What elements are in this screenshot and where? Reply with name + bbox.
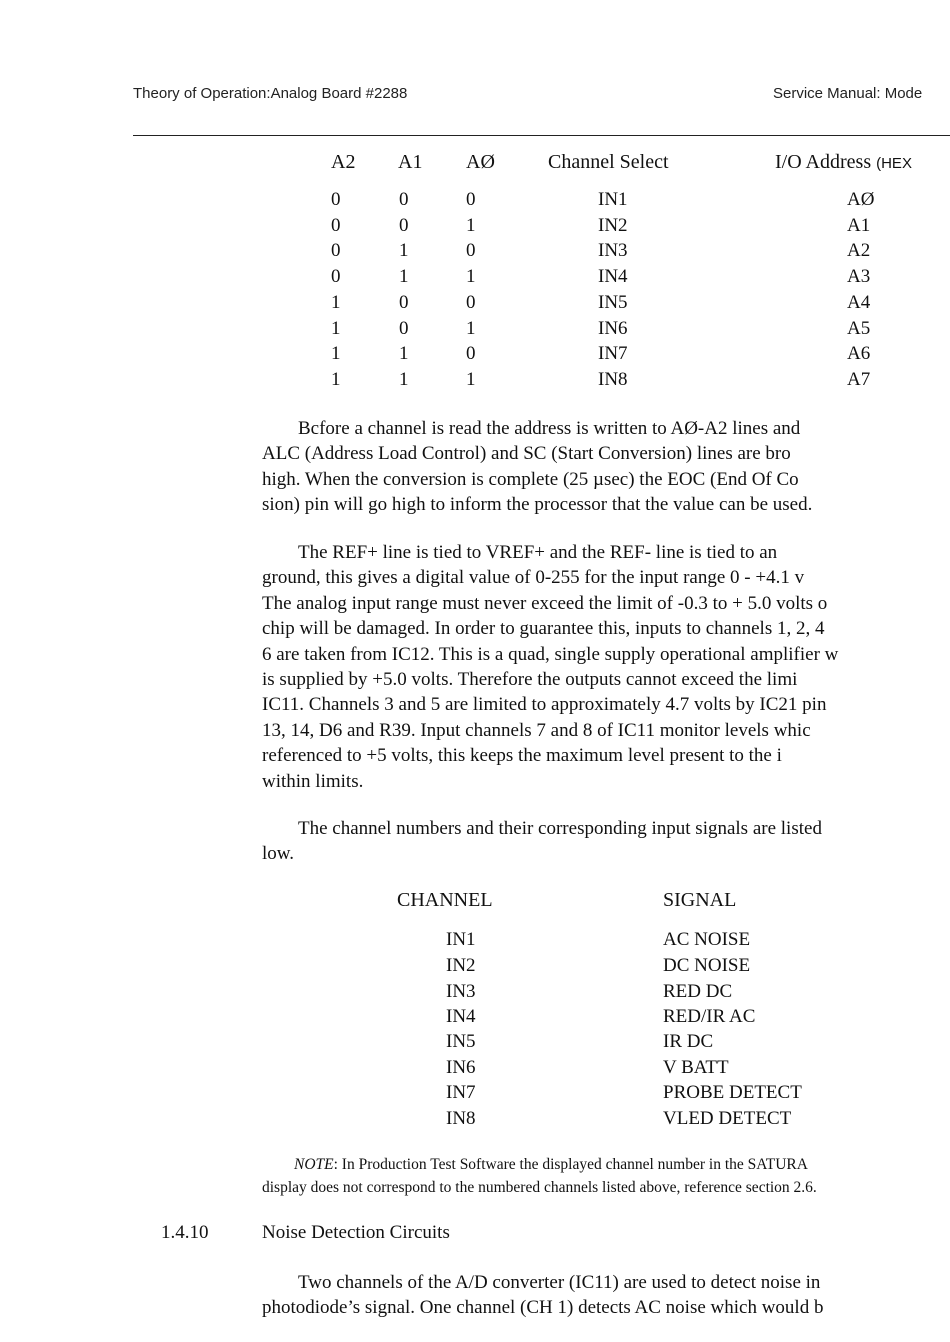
text-line: IC11. Channels 3 and 5 are limited to approximately 4.7 volts by IC21 pin — [262, 694, 827, 716]
cell-a2: 1 — [331, 369, 341, 390]
text-line: ALC (Address Load Control) and SC (Start Conversion) lines are bro — [262, 443, 791, 465]
text-line: low. — [262, 843, 295, 865]
cell-a0: 0 — [466, 292, 476, 313]
cell-channel: IN1 — [598, 189, 628, 210]
cell-io-address: A6 — [847, 343, 871, 364]
cell-signal: RED DC — [663, 981, 733, 1002]
text-line: The channel numbers and their corresponding input signals are listed — [298, 818, 822, 839]
cell-channel: IN8 — [446, 1108, 476, 1129]
cell-signal: PROBE DETECT — [663, 1082, 802, 1103]
text-line: within limits. — [262, 770, 364, 792]
paragraph-reference-lines — [262, 540, 950, 794]
col-header-channel-select: Channel Select — [548, 151, 669, 173]
note-line-2: display does not correspond to the numbered channels listed above, reference section 2.6. — [262, 1179, 817, 1196]
paragraph-noise-detection — [262, 1270, 950, 1321]
cell-io-address: A7 — [847, 369, 871, 390]
cell-channel: IN6 — [446, 1057, 476, 1078]
cell-channel: IN7 — [446, 1082, 476, 1103]
cell-a1: 0 — [399, 189, 409, 210]
header-right-title: Service Manual: Mode — [773, 85, 923, 102]
header-rule — [133, 135, 950, 136]
text-line: high. When the conversion is complete (25 µsec) the EOC (End Of Co — [262, 468, 799, 490]
cell-a2: 1 — [331, 318, 341, 339]
cell-a1: 1 — [399, 266, 409, 287]
cell-signal: VLED DETECT — [663, 1108, 792, 1129]
cell-signal: IR DC — [663, 1031, 714, 1052]
cell-io-address: A2 — [847, 240, 871, 261]
text-line: The analog input range must never exceed the limit of -0.3 to + 5.0 volts o — [262, 592, 828, 614]
cell-signal: RED/IR AC — [663, 1006, 756, 1027]
cell-a1: 0 — [399, 318, 409, 339]
cell-channel: IN3 — [446, 981, 476, 1002]
cell-a2: 0 — [331, 266, 341, 287]
cell-a2: 1 — [331, 292, 341, 313]
io-address-label: I/O Address — [775, 151, 872, 173]
cell-a2: 1 — [331, 343, 341, 364]
note-label: NOTE — [294, 1156, 334, 1173]
paragraph-address-write — [262, 416, 950, 518]
text-line: photodiode’s signal. One channel (CH 1) detects AC noise which would b — [262, 1297, 824, 1319]
header-left-title: Theory of Operation:Analog Board #2288 — [133, 85, 408, 102]
cell-a0: 1 — [466, 266, 476, 287]
cell-signal: DC NOISE — [663, 955, 751, 976]
cell-io-address: AØ — [847, 189, 875, 210]
text-line: sion) pin will go high to inform the processor that the value can be used. — [262, 494, 813, 516]
cell-a2: 0 — [331, 215, 341, 236]
col-header-signal: SIGNAL — [663, 889, 737, 911]
paragraph-channel-intro — [262, 816, 950, 867]
text-line: Bcfore a channel is read the address is written to AØ-A2 lines and — [298, 418, 801, 439]
cell-a0: 1 — [466, 215, 476, 236]
cell-channel: IN4 — [446, 1006, 476, 1027]
cell-channel: IN4 — [598, 266, 628, 287]
cell-io-address: A5 — [847, 318, 871, 339]
cell-io-address: A4 — [847, 292, 871, 313]
cell-a0: 0 — [466, 189, 476, 210]
text-line: The REF+ line is tied to VREF+ and the REF- line is tied to an — [298, 542, 778, 563]
text-line: chip will be damaged. In order to guarantee this, inputs to channels 1, 2, 4 — [262, 618, 825, 640]
section-number: 1.4.10 — [161, 1222, 209, 1243]
text-line: Two channels of the A/D converter (IC11) are used to detect noise in — [298, 1272, 821, 1293]
note-line-1: : In Production Test Software the displayed channel number in the SATURA — [333, 1156, 808, 1173]
col-header-a1: A1 — [398, 151, 423, 173]
cell-signal: AC NOISE — [663, 929, 751, 950]
col-header-a2: A2 — [331, 151, 356, 173]
cell-channel: IN8 — [598, 369, 628, 390]
cell-a0: 1 — [466, 369, 476, 390]
cell-channel: IN2 — [598, 215, 628, 236]
cell-channel: IN3 — [598, 240, 628, 261]
cell-a2: 0 — [331, 240, 341, 261]
cell-io-address: A3 — [847, 266, 871, 287]
cell-a1: 1 — [399, 343, 409, 364]
production-note — [262, 1153, 950, 1199]
text-line: ground, this gives a digital value of 0-255 for the input range 0 - +4.1 v — [262, 567, 805, 589]
cell-signal: V BATT — [663, 1057, 729, 1078]
cell-channel: IN2 — [446, 955, 476, 976]
cell-a2: 0 — [331, 189, 341, 210]
col-header-channel: CHANNEL — [397, 889, 493, 911]
col-header-io-address — [775, 151, 912, 175]
cell-channel: IN6 — [598, 318, 628, 339]
cell-a1: 0 — [399, 215, 409, 236]
text-line: 6 are taken from IC12. This is a quad, single supply operational amplifier w — [262, 643, 839, 665]
cell-channel: IN5 — [598, 292, 628, 313]
text-line: is supplied by +5.0 volts. Therefore the outputs cannot exceed the limi — [262, 669, 798, 691]
cell-channel: IN1 — [446, 929, 476, 950]
cell-a1: 1 — [399, 369, 409, 390]
section-title: Noise Detection Circuits — [262, 1222, 450, 1243]
cell-a1: 1 — [399, 240, 409, 261]
cell-a0: 0 — [466, 343, 476, 364]
col-header-a0: AØ — [466, 151, 495, 173]
io-address-hex-suffix: (HEX — [876, 155, 912, 172]
cell-a0: 1 — [466, 318, 476, 339]
text-line: referenced to +5 volts, this keeps the maximum level present to the i — [262, 745, 782, 767]
cell-channel: IN5 — [446, 1031, 476, 1052]
cell-a0: 0 — [466, 240, 476, 261]
cell-io-address: A1 — [847, 215, 871, 236]
cell-channel: IN7 — [598, 343, 628, 364]
text-line: 13, 14, D6 and R39. Input channels 7 and 8 of IC11 monitor levels whic — [262, 719, 811, 741]
cell-a1: 0 — [399, 292, 409, 313]
